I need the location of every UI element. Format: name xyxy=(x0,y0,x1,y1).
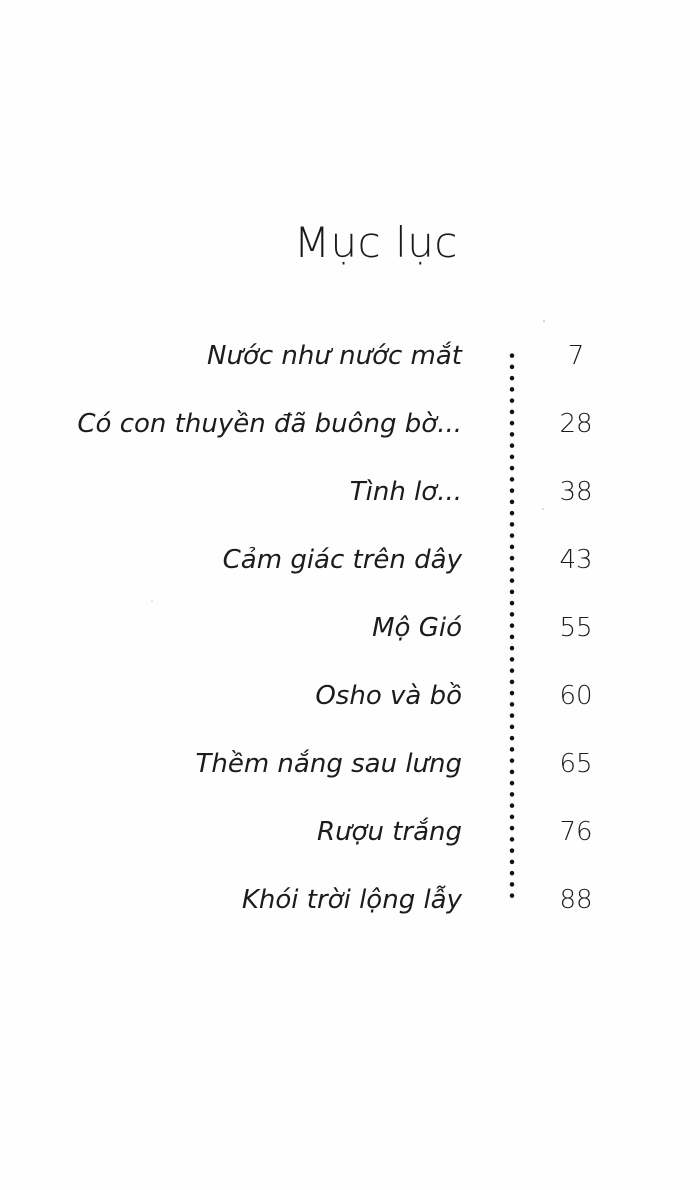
toc-entry-title: Mộ Gió xyxy=(372,613,462,643)
toc-entry xyxy=(0,608,700,648)
toc-entry-page: 43 xyxy=(559,545,593,575)
toc-entry xyxy=(0,880,700,920)
paper-speck xyxy=(542,508,544,510)
toc-entry xyxy=(0,404,700,444)
paper-speck xyxy=(543,320,545,322)
toc-entry xyxy=(0,676,700,716)
toc-entry-title: Có con thuyền đã buông bờ... xyxy=(77,409,462,439)
toc-entry xyxy=(0,540,700,580)
toc-entry-title: Rượu trắng xyxy=(317,817,462,847)
toc-entry-title: Tình lơ... xyxy=(349,477,462,507)
toc-entry-title: Osho và bồ xyxy=(315,681,462,711)
paper-speck xyxy=(151,600,153,602)
toc-title: Mục lục xyxy=(293,218,458,267)
toc-entry xyxy=(0,744,700,784)
toc-entry-title: Cảm giác trên dây xyxy=(222,545,462,575)
toc-entry-page: 65 xyxy=(559,749,593,779)
toc-entry-title: Nước như nước mắt xyxy=(207,341,462,371)
toc-entry-page: 55 xyxy=(559,613,593,643)
toc-entry xyxy=(0,472,700,512)
toc-entry-title: Khói trời lộng lẫy xyxy=(241,885,462,915)
toc-entry-page: 28 xyxy=(559,409,593,439)
toc-entry-title: Thềm nắng sau lưng xyxy=(195,749,462,779)
toc-entry-page: 88 xyxy=(559,885,593,915)
toc-entry xyxy=(0,812,700,852)
toc-entry xyxy=(0,336,700,376)
toc-entry-page: 7 xyxy=(567,341,585,371)
toc-entry-page: 38 xyxy=(559,477,593,507)
toc-entry-page: 76 xyxy=(559,817,593,847)
toc-entry-page: 60 xyxy=(559,681,593,711)
